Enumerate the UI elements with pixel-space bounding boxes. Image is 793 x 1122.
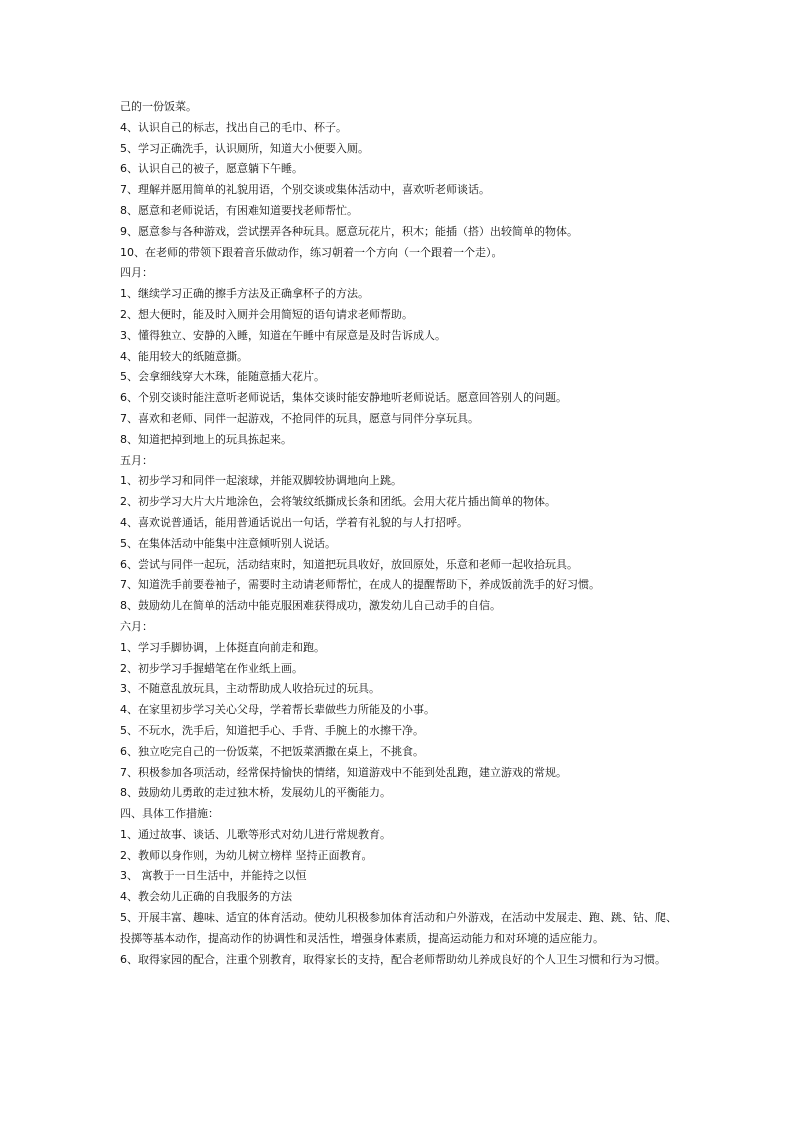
text-line: 7、知道洗手前要卷袖子，需要时主动请老师帮忙，在成人的提醒帮助下，养成饭前洗手的好习惯。: [120, 578, 600, 592]
text-line: 1、继续学习正确的擦手方法及正确拿杯子的方法。: [120, 287, 369, 301]
text-line: 7、积极参加各项活动，经常保持愉快的情绪，知道游戏中不能到处乱跑，建立游戏的常规。: [120, 765, 567, 779]
text-paragraph: 5、开展丰富、趣味、适宜的体育活动。使幼儿积极参加体育活动和户外游戏，在活动中发展走、跑、跳、钻、爬、投掷等基本动作，提高动作的协调性和灵活性，增强身体素质，提高运动能力和对环境的适应能力。: [120, 911, 677, 945]
text-line: 4、在家里初步学习关心父母，学着帮长辈做些力所能及的小事。: [120, 703, 435, 717]
text-line: 6、认识自己的被子，愿意躺下午睡。: [120, 162, 303, 176]
text-line: 2、想大便时，能及时入厕并会用简短的语句请求老师帮助。: [120, 307, 413, 321]
text-line: 4、教会幼儿正确的自我服务的方法: [120, 890, 292, 904]
text-line: 4、喜欢说普通话，能用普通话说出一句话，学着有礼貌的与人打招呼。: [120, 515, 468, 529]
section-heading: 五月：: [120, 453, 153, 467]
text-paragraph: 6、取得家园的配合，注重个别教育，取得家长的支持，配合老师帮助幼儿养成良好的个人卫生习惯和行为习惯。: [120, 952, 666, 966]
text-line: 8、愿意和老师说话，有困难知道要找老师帮忙。: [120, 203, 358, 217]
text-line: 5、会拿细线穿大木珠，能随意插大花片。: [120, 370, 325, 384]
text-line: 2、初步学习大片大片地涂色，会将皱纹纸撕成长条和团纸。会用大花片插出简单的物体。: [120, 495, 556, 509]
text-line: 1、学习手脚协调，上体挺直向前走和跑。: [120, 640, 325, 654]
text-line: 3、不随意乱放玩具，主动帮助成人收拾玩过的玩具。: [120, 682, 380, 696]
section-heading: 六月：: [120, 619, 153, 633]
text-line: 2、教师以身作则，为幼儿树立榜样 坚持正面教育。: [120, 848, 373, 862]
text-line: 6、独立吃完自己的一份饭菜，不把饭菜洒撒在桌上，不挑食。: [120, 744, 424, 758]
text-line: 7、理解并愿用简单的礼貌用语，个别交谈或集体活动中，喜欢听老师谈话。: [120, 183, 490, 197]
text-line: 4、能用较大的纸随意撕。: [120, 349, 248, 363]
section-heading: 四月：: [120, 266, 153, 280]
text-line: 4、认识自己的标志，找出自己的毛巾、杯子。: [120, 120, 347, 134]
text-line: 8、鼓励幼儿勇敢的走过独木桥，发展幼儿的平衡能力。: [120, 786, 391, 800]
text-line: 1、通过故事、谈话、儿歌等形式对幼儿进行常规教育。: [120, 827, 391, 841]
text-line: 7、喜欢和老师、同伴一起游戏，不抢同伴的玩具，愿意与同伴分享玩具。: [120, 411, 479, 425]
text-line: 9、愿意参与各种游戏，尝试摆弄各种玩具。愿意玩花片，积木；能插（搭）出较简单的物体。: [120, 224, 578, 238]
text-line: 5、学习正确洗手，认识厕所，知道大小便要入厕。: [120, 141, 369, 155]
text-line: 5、不玩水，洗手后，知道把手心、手背、手腕上的水擦干净。: [120, 723, 424, 737]
text-line: 3、懂得独立、安静的入睡，知道在午睡中有尿意是及时告诉成人。: [120, 328, 446, 342]
text-line: 8、知道把掉到地上的玩具拣起来。: [120, 432, 292, 446]
text-line: 己的一份饭菜。: [120, 100, 197, 113]
text-line: 2、初步学习手握蜡笔在作业纸上画。: [120, 661, 303, 675]
text-line: 1、初步学习和同伴一起滚球，并能双脚较协调地向上跳。: [120, 474, 402, 488]
text-line: 3、 寓教于一日生活中，并能持之以恒: [120, 869, 307, 883]
text-line: 6、个别交谈时能注意听老师说话，集体交谈时能安静地听老师说话。愿意回答别人的问题。: [120, 391, 567, 405]
document-page: [120, 97, 682, 970]
text-line: 10、在老师的带领下跟着音乐做动作，练习朝着一个方向（一个跟着一个走）。: [120, 245, 503, 259]
text-line: 8、鼓励幼儿在简单的活动中能克服困难获得成功，激发幼儿自己动手的自信。: [120, 599, 501, 613]
section-heading: 四、具体工作措施：: [120, 807, 219, 821]
text-line: 6、尝试与同伴一起玩，活动结束时，知道把玩具收好，放回原处，乐意和老师一起收拾玩具。: [120, 557, 578, 571]
text-line: 5、在集体活动中能集中注意倾听别人说话。: [120, 536, 336, 550]
